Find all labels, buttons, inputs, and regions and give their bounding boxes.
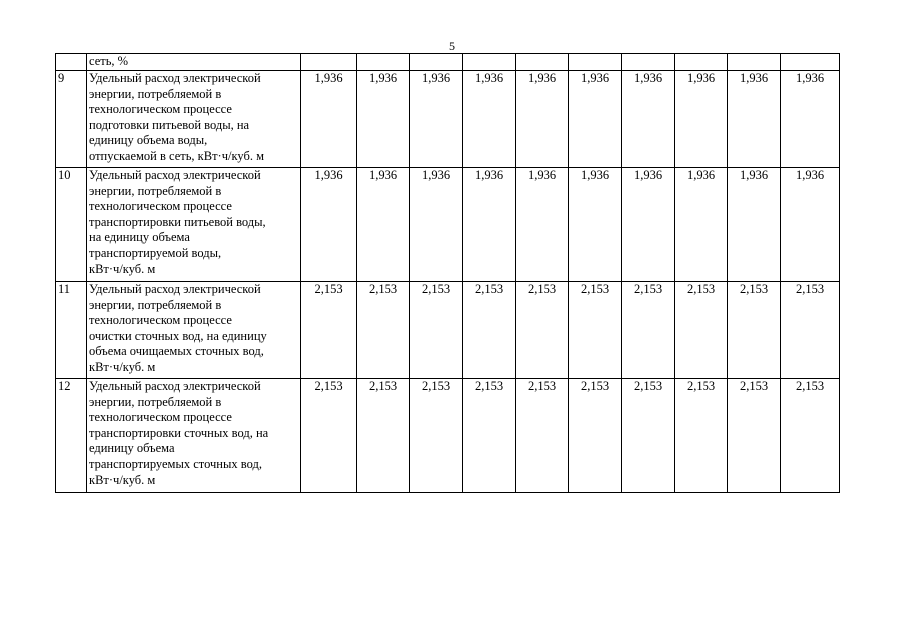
value-cell — [728, 54, 781, 71]
description-line: энергии, потребляемой в — [89, 394, 222, 409]
value-cell: 2,153 — [781, 282, 840, 379]
description-line: технологическом процессе — [89, 410, 232, 425]
value-cell: 1,936 — [728, 71, 781, 168]
value-cell — [410, 54, 463, 71]
value-cell — [463, 54, 516, 71]
value-cell: 1,936 — [516, 71, 569, 168]
value-cell: 2,153 — [569, 379, 622, 493]
description-line: единицу объема воды, — [89, 133, 208, 148]
description-line: кВт·ч/куб. м — [89, 261, 156, 276]
description-line: транспортируемой воды, — [89, 245, 222, 260]
value-cell: 1,936 — [301, 71, 357, 168]
description-line: объема очищаемых сточных вод, — [89, 344, 264, 359]
value-cell: 1,936 — [622, 168, 675, 282]
value-cell: 1,936 — [569, 168, 622, 282]
value-cell: 1,936 — [463, 168, 516, 282]
row-number: 11 — [56, 282, 87, 379]
value-cell: 1,936 — [357, 168, 410, 282]
row-description — [87, 168, 301, 282]
value-cell: 2,153 — [301, 282, 357, 379]
value-cell: 1,936 — [463, 71, 516, 168]
value-cell: 2,153 — [463, 379, 516, 493]
row-description — [87, 71, 301, 168]
table-row — [56, 379, 840, 493]
description-line: Удельный расход электрической — [89, 168, 261, 182]
row-description: сеть, % — [87, 54, 301, 71]
description-line: транспортировки сточных вод, на — [89, 425, 269, 440]
description-line: технологическом процессе — [89, 199, 232, 214]
value-cell: 1,936 — [301, 168, 357, 282]
value-cell: 2,153 — [516, 282, 569, 379]
description-line: энергии, потребляемой в — [89, 86, 222, 101]
description-line: кВт·ч/куб. м — [89, 472, 156, 487]
description-line: Удельный расход электрической — [89, 379, 261, 393]
value-cell: 2,153 — [410, 379, 463, 493]
description-line: технологическом процессе — [89, 313, 232, 328]
value-cell: 2,153 — [781, 379, 840, 493]
description-line: единицу объема — [89, 441, 175, 456]
indicators-table — [55, 53, 840, 493]
value-cell: 2,153 — [357, 379, 410, 493]
description-line: транспортировки питьевой воды, — [89, 214, 266, 229]
description-line: на единицу объема — [89, 230, 190, 245]
value-cell: 1,936 — [357, 71, 410, 168]
row-number — [56, 54, 87, 71]
row-number: 12 — [56, 379, 87, 493]
value-cell: 2,153 — [728, 282, 781, 379]
value-cell: 2,153 — [622, 379, 675, 493]
description-line: энергии, потребляемой в — [89, 183, 222, 198]
description-line: подготовки питьевой воды, на — [89, 117, 250, 132]
row-description — [87, 282, 301, 379]
description-line: отпускаемой в сеть, кВт·ч/куб. м — [89, 148, 264, 163]
value-cell: 1,936 — [675, 168, 728, 282]
value-cell: 1,936 — [516, 168, 569, 282]
value-cell: 1,936 — [410, 168, 463, 282]
value-cell — [516, 54, 569, 71]
value-cell — [357, 54, 410, 71]
description-line: Удельный расход электрической — [89, 282, 261, 296]
value-cell: 2,153 — [728, 379, 781, 493]
value-cell: 1,936 — [410, 71, 463, 168]
value-cell: 1,936 — [781, 168, 840, 282]
value-cell: 2,153 — [516, 379, 569, 493]
value-cell: 1,936 — [675, 71, 728, 168]
row-number: 10 — [56, 168, 87, 282]
page-number: 5 — [449, 39, 455, 53]
value-cell: 2,153 — [622, 282, 675, 379]
value-cell: 1,936 — [569, 71, 622, 168]
value-cell: 1,936 — [622, 71, 675, 168]
description-line: очистки сточных вод, на единицу — [89, 328, 267, 343]
description-line: энергии, потребляемой в — [89, 297, 222, 312]
value-cell — [301, 54, 357, 71]
value-cell — [569, 54, 622, 71]
table-row — [56, 282, 840, 379]
row-number: 9 — [56, 71, 87, 168]
table-body — [56, 54, 840, 493]
table-row — [56, 168, 840, 282]
table-row — [56, 71, 840, 168]
value-cell: 2,153 — [301, 379, 357, 493]
value-cell: 2,153 — [675, 282, 728, 379]
table-row-header-fragment — [56, 54, 840, 71]
description-line: кВт·ч/куб. м — [89, 359, 156, 374]
value-cell: 2,153 — [410, 282, 463, 379]
description-line: технологическом процессе — [89, 102, 232, 117]
description-line: транспортируемых сточных вод, — [89, 456, 262, 471]
value-cell: 1,936 — [781, 71, 840, 168]
value-cell — [781, 54, 840, 71]
value-cell — [622, 54, 675, 71]
value-cell: 2,153 — [569, 282, 622, 379]
value-cell: 1,936 — [728, 168, 781, 282]
value-cell: 2,153 — [675, 379, 728, 493]
value-cell: 2,153 — [357, 282, 410, 379]
description-line: Удельный расход электрической — [89, 71, 261, 85]
row-description — [87, 379, 301, 493]
value-cell: 2,153 — [463, 282, 516, 379]
value-cell — [675, 54, 728, 71]
